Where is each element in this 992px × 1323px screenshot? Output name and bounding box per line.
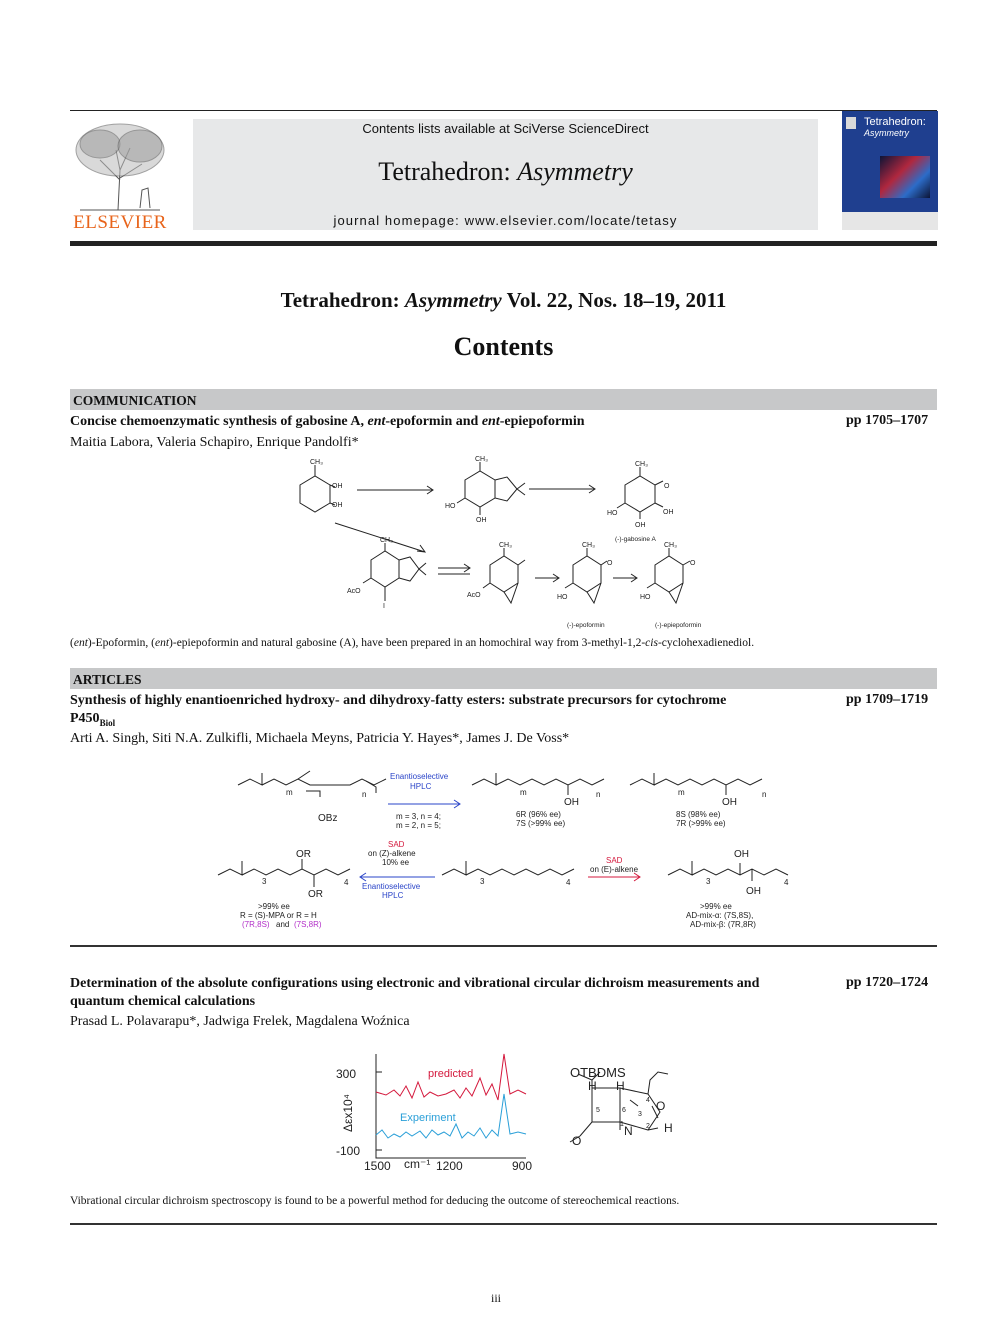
article-2-title[interactable] [70,692,840,732]
scheme-label: >99% ee [700,902,732,911]
mol-locant: 6 [622,1107,626,1114]
issue-title-suffix: Vol. 22, Nos. 18–19, 2011 [501,288,727,312]
scheme-label: 3 [262,877,267,886]
a1-abstract-part: )-Epoformin, ( [87,637,155,649]
scheme-label: CH₃ [499,542,512,549]
scheme-label: >99% ee [258,902,290,911]
cover-title-text: Tetrahedron: [864,116,926,128]
mol-atom: O [656,1099,666,1113]
cover-title [864,117,926,139]
scheme-label: CH₃ [475,456,488,463]
mol-locant: 5 [596,1107,600,1114]
a1-title-part: -epoformin and [385,414,482,429]
epiepoformin-label: (-)-epiepoformin [655,622,702,629]
a1-title-part: -epiepoformin [499,414,585,429]
header-bottom-rule [70,241,937,246]
scheme-label: OH [635,522,646,529]
article-3-title[interactable] [70,975,840,1011]
stereo-label: AD-mix-β: (7R,8R) [690,920,756,929]
a1-abstract-italic: ent [73,637,88,649]
predicted-label: predicted [428,1068,474,1080]
scheme-label: 3 [706,877,711,886]
contents-availability-text[interactable]: Contents lists available at SciVerse ScienceDirect [362,121,649,136]
scheme-arrow [535,574,559,582]
scheme-label: m [286,788,293,797]
y-axis-label: Δεx10⁴ [341,1094,355,1132]
mol-atom: H [616,1079,625,1093]
scheme-label: CH₃ [380,537,393,544]
scheme-label: on (E)-alkene [590,865,639,874]
scheme-label: HO [557,594,568,601]
elsevier-wordmark: ELSEVIER [73,212,167,233]
scheme-label: OH [476,517,487,524]
scheme-label: OR [308,889,323,900]
scheme-label: R = (S)-MPA or R = H [240,911,317,920]
scheme-label: OH [734,849,749,860]
scheme-arrow [529,485,595,493]
hplc-label: HPLC [410,782,432,791]
scheme-label: n [596,790,601,799]
article-3-abstract: Vibrational circular dichroism spectroscopy is found to be a powerful method for deducing the outcome of stereochemical reactions. [70,1195,680,1207]
x-tick-label: 1200 [436,1159,463,1173]
issue-title [70,288,937,313]
scheme-label: 10% ee [382,858,410,867]
elsevier-tree-icon [70,120,170,212]
article-1-title[interactable] [70,413,830,431]
scheme-label: m [520,788,527,797]
hplc-label: Enantioselective [390,772,449,781]
journal-homepage [193,213,818,228]
a2-title-line2: P450 [70,711,100,726]
a1-title-italic: ent [367,414,386,429]
scheme-label: n [762,790,767,799]
scheme-label: I [383,603,385,610]
journal-banner [193,119,818,230]
scheme-label: OH [722,797,737,808]
scheme-arrow [613,574,637,582]
scheme-label: AcO [467,592,481,599]
scheme-label: CH₃ [582,542,595,549]
epoformin-label: (-)-epoformin [567,622,605,629]
mol-locant: 1 [620,1121,624,1128]
scheme-label: 8S (98% ee) [676,810,721,819]
scheme-label: m = 2, n = 5; [396,821,441,830]
scheme-label: 4 [566,878,571,887]
mol-atom: H [664,1121,673,1135]
x-tick-label: 1500 [364,1159,391,1173]
scheme-arrow [438,564,470,574]
iodo-acetonide-ring [371,551,399,587]
contents-availability [193,121,818,136]
gabosine-ring [625,476,655,512]
journal-name [193,157,818,187]
cover-image [880,156,930,198]
scheme-label: n [362,790,367,799]
scheme-label: 4 [344,878,349,887]
scheme-label: OH [332,502,343,509]
article-2-rule [70,945,937,947]
scheme-label: 7R (>99% ee) [676,819,726,828]
scheme-label: 4 [784,878,789,887]
ester-chain-6 [668,861,788,875]
mol-locant: 4 [646,1097,650,1104]
article-1-abstract [70,637,937,649]
scheme-label: O [690,560,696,567]
a3-title-line2: quantum chemical calculations [70,994,256,1009]
scheme-label: m [678,788,685,797]
page-number: iii [490,1291,501,1305]
gabosine-label: (-)-gabosine A [615,536,656,543]
a1-abstract-italic: ent [154,637,170,649]
journal-cover [842,111,938,230]
article-2-authors: Arti A. Singh, Siti N.A. Zulkifli, Michaela Meyns, Patricia Y. Hayes*, James J. De Voss* [70,731,570,746]
hplc-label: HPLC [382,891,404,900]
a1-abstract-part: -cyclohexadienediol. [657,637,755,649]
scheme-label: O [607,560,613,567]
issue-title-prefix: Tetrahedron: [280,288,405,312]
mol-locant: 2 [646,1123,650,1130]
scheme-label: OR [296,849,311,860]
scheme-label: on (Z)-alkene [368,849,416,858]
stereo-label: AD-mix-α: (7S,8S), [686,911,754,920]
mol-label: OTBDMS [570,1065,626,1080]
article-1-scheme [285,455,725,633]
scheme-label: CH₃ [664,542,677,549]
stereo-label: (7S,8R) [294,920,322,929]
scheme-label: and [276,920,290,929]
scheme-label: OH [332,483,343,490]
article-3-pages[interactable]: pp 1720–1724 [846,975,929,990]
article-1-pages[interactable]: pp 1705–1707 [846,413,929,428]
experiment-label: Experiment [400,1112,456,1124]
scheme-label: O [664,483,670,490]
epoformin-ring [573,556,601,592]
journal-name-italic: Asymmetry [517,157,633,186]
section-communication: COMMUNICATION [70,389,937,410]
dioxolane-ring-2 [399,557,419,581]
ester-chain-2 [472,773,604,785]
x-tick-label: 900 [512,1159,533,1173]
ester-chain-4 [218,861,350,875]
a2-title-line1: Synthesis of highly enantioenriched hydroxy- and dihydroxy-fatty esters: substrate precursors for cytochrome [70,693,727,708]
diene-ring [300,476,330,512]
a1-title-part: Concise chemoenzymatic synthesis of gabosine A, [70,414,368,429]
dioxolane-ring [495,477,517,501]
a3-title-line1: Determination of the absolute configurations using electronic and vibrational circular dichroism measurements and [70,976,760,991]
scheme-arrow [357,486,433,494]
mol-atom: H [588,1079,597,1093]
epiepoformin-ring [655,556,683,592]
sad-e-arrow [588,873,640,881]
ester-chain-3 [630,773,762,785]
elsevier-logo [68,118,172,232]
a1-title-italic: ent [481,414,500,429]
issue-title-italic: Asymmetry [404,288,502,312]
hplc-label: Enantioselective [362,882,421,891]
y-tick-label: 300 [336,1067,357,1081]
mol-atom: O [572,1134,582,1148]
hplc-arrow [388,800,460,808]
sad-z-arrow [360,873,435,881]
scheme-label: AcO [347,588,361,595]
scheme-label: OBz [318,813,338,824]
scheme-label: OH [564,797,579,808]
cover-publisher-square [846,117,856,129]
article-1-authors: Maitia Labora, Valeria Schapiro, Enrique Pandolfi* [70,435,359,450]
mol-atom: N [624,1124,633,1138]
article-3-figure [330,1050,690,1180]
cover-footer [842,212,938,230]
sad-label: SAD [388,840,405,849]
article-3-rule [70,1223,937,1225]
header-top-rule [70,110,937,111]
scheme-label: 7S (>99% ee) [516,819,566,828]
article-2-pages[interactable]: pp 1709–1719 [846,692,929,707]
y-tick-label: -100 [336,1144,361,1158]
ester-chain-5 [442,861,574,875]
scheme-label: HO [640,594,651,601]
stereo-label: (7R,8S) [242,920,270,929]
article-2-scheme [210,757,800,937]
contents-heading: Contents [453,332,554,361]
scheme-label: OH [663,509,674,516]
article-3-authors: Prasad L. Polavarapu*, Jadwiga Frelek, Magdalena Woźnica [70,1014,410,1029]
section-articles: ARTICLES [70,668,937,689]
x-unit-label: cm⁻¹ [404,1157,431,1171]
a1-abstract-part: )-epiepoformin and natural gabosine (A), have been prepared in an homochiral way from 3-methyl-1,2- [169,637,646,649]
scheme-label: 3 [480,877,485,886]
journal-name-text: Tetrahedron: [378,157,518,186]
journal-homepage-link[interactable]: journal homepage: www.elsevier.com/locate/tetasy [333,213,678,228]
scheme-label: HO [607,510,618,517]
scheme-label: 6R (96% ee) [516,810,561,819]
scheme-label: CH₃ [310,459,323,466]
scheme-label: m = 3, n = 4; [396,812,441,821]
acetonide-ring [465,471,495,507]
epoxide-ring-1 [490,556,518,592]
a2-title-sub: Biol [99,717,116,728]
cover-subtitle-text: Asymmetry [864,128,909,138]
scheme-label: CH₃ [635,461,648,468]
ester-chain-1 [238,773,386,785]
scheme-label: OH [746,886,761,897]
sad-label: SAD [606,856,623,865]
a1-abstract-italic: cis [645,637,658,649]
a1-abstract-part: ( [70,637,74,649]
scheme-label: HO [445,503,456,510]
mol-locant: 3 [638,1111,642,1118]
